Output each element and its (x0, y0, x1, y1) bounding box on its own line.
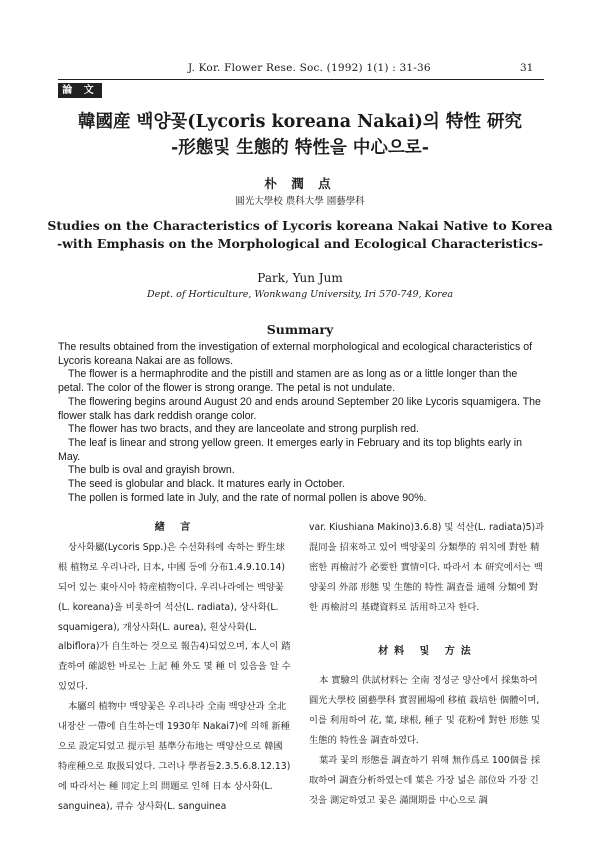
introduction-heading: 緖 言 (154, 522, 197, 533)
left-column (58, 518, 293, 817)
summary-body (58, 341, 546, 505)
summary-paragraph: The leaf is linear and strong yellow green. It emerges early in February and its top blights early in May. (58, 436, 522, 463)
article-type-tag: 論 文 (58, 83, 102, 98)
english-author: Park, Yun Jum (257, 271, 343, 285)
english-title-line2: -with Emphasis on the Morphological and Ecological Characteristics- (56, 236, 544, 251)
page-number: 31 (520, 62, 534, 74)
summary-paragraph: The results obtained from the investigation of external morphological and ecological characteristics of Lycoris koreana Nakai are as follows. (58, 341, 533, 367)
korean-author: 朴 潤 点 (264, 176, 336, 191)
korean-affiliation: 圓光大學校 農科大學 園藝學科 (235, 196, 365, 207)
summary-paragraph: The seed is globular and black. It matures early in October. (68, 478, 345, 491)
header-rule (58, 79, 544, 80)
korean-title-line1: 韓國産 백양꽃(Lycoris koreana Nakai)의 特性 研究 (77, 112, 523, 132)
body-paragraph: 葉과 꽃의 形態를 調査하기 위해 無作爲로 100個를 採取하여 調査分析하였는데 葉은 가장 넓은 部位와 가장 긴 것을 測定하였고 꽃은 滿開期를 中心으로 調 (309, 755, 541, 806)
body-paragraph: var. Kiushiana Makino)3.6.8) 및 석산(L. radiata)5)과 混同을 招來하고 있어 백양꽃의 分類學的 위치에 對한 精密한 再檢討가 必要한 實情이다. 따라서 本 研究에서는 백양꽃의 外部 形態 및 生態的 特性 調査를 通해 分類에 對한 再檢討의 基礎資料로 活用하고자 한다. (309, 522, 545, 613)
body-paragraph: 상사화屬(Lycoris Spp.)은 수선화科에 속하는 野生球根 植物로 우리나라, 日本, 中國 등에 分布1.4.9.10.14)되어 있는 東아시아 特産植物이다. 우리나라에는 백양꽃(L. koreana)을 비롯하여 석산(L. radiata), 상사화(L. squamigera), 개상사화(L. aurea), 흰상사화(L. albiflora)가 自生하는 것으로 報告4)되었으며, 本人이 踏査하여 確認한 바로는 上記 種 外도 몇 種 더 있음을 알 수 있었다. (58, 541, 291, 693)
body-paragraph: 本屬의 植物中 백양꽃은 우리나라 全南 백양산과 全北 내장산 一帶에 自生하는데 1930年 Nakai7)에 의해 新種으로 設定되었고 提示된 基準分布地는 백양산으로 韓國 特産種으로 取扱되었다. 그러나 學者들2.3.5.6.8.12.13)에 따라서는 種 同定上의 問題로 인해 日本 상사화(L. sanguinea), 큐슈 상사화(L. sanguinea (58, 701, 291, 812)
summary-paragraph: The flower is a hermaphrodite and the pistill and stamen are as long as or a little longer than the petal. The color of the flower is strong orange. The petal is not undulate. (58, 368, 518, 395)
english-affiliation: Dept. of Horticulture, Wonkwang University, Iri 570-749, Korea (146, 289, 453, 300)
summary-paragraph: The flowering begins around August 20 and ends around September 20 like Lycoris squamigera. The flower stalk has dark reddish orange color. (58, 395, 541, 422)
summary-paragraph: The flower has two bracts, and they are lanceolate and strong purplish red. (68, 423, 419, 436)
summary-heading: Summary (266, 322, 334, 337)
body-paragraph: 本 實驗의 供試材料는 全南 정성군 양산에서 採集하여 圓光大學校 園藝學科 實習圃場에 移植 栽培한 個體이며, 이를 利用하여 花, 葉, 球根, 種子 및 花粉에 對한 形態 및 生態的 特性을 調査하였다. (309, 675, 541, 747)
right-column (309, 518, 546, 811)
summary-paragraph: The bulb is oval and grayish brown. (68, 464, 235, 477)
summary-paragraph: The pollen is formed late in July, and the rate of normal pollen is above 90%. (68, 491, 427, 504)
methods-heading: 材料 및 方法 (378, 645, 477, 657)
journal-citation: J. Kor. Flower Rese. Soc. (1992) 1(1) : 31-36 (188, 62, 431, 74)
english-title-line1: Studies on the Characteristics of Lycoris koreana Nakai Native to Korea (47, 218, 553, 233)
korean-title-line2: -形態및 生態的 特性을 中心으로- (171, 138, 429, 158)
